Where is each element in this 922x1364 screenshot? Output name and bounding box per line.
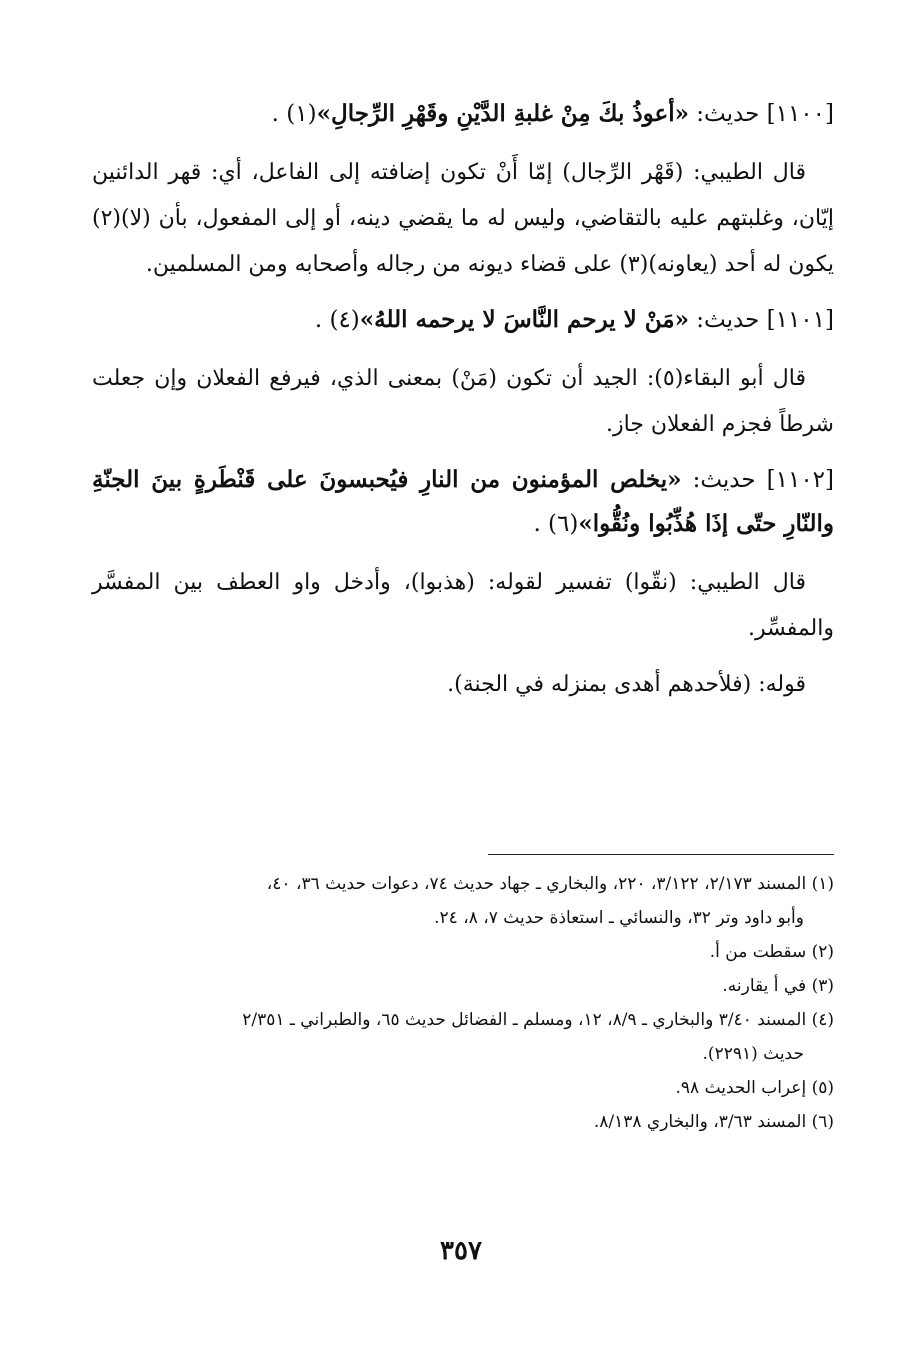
commentary-paragraph: قال الطيبي: (نقّوا) تفسير لقوله: (هذبوا)، وأدخل واو العطف بين المفسَّر والمفسِّر.	[92, 570, 834, 641]
footnote-ref: (٤) .	[314, 307, 360, 333]
footnote-4-continued: حديث (٢٢٩١).	[702, 1044, 804, 1064]
hadith-text: «مَنْ لا يرحم النَّاسَ لا يرحمه اللهُ»	[359, 306, 689, 333]
footnote-5: (٥) إعراب الحديث ٩٨.	[675, 1078, 834, 1098]
hadith-number: [١١٠٢] حديث:	[681, 467, 835, 493]
hadith-number: [١١٠١] حديث:	[688, 307, 834, 333]
commentary-paragraph: قوله: (فلأحدهم أهدى بمنزله في الجنة).	[447, 672, 806, 697]
hadith-entry-1101	[92, 298, 834, 342]
commentary-paragraph: قال أبو البقاء(٥): الجيد أن تكون (مَنْ) بمعنى الذي، فيرفع الفعلان وإن جعلت شرطاً فجزم الفعلان جاز.	[92, 366, 834, 437]
footnote-1: (١) المسند ٢/١٧٣، ٣/١٢٢، ٢٢٠، والبخاري ـ جهاد حديث ٧٤، دعوات حديث ٣٦، ٤٠،	[266, 874, 834, 894]
footnote-6: (٦) المسند ٣/٦٣، والبخاري ٨/١٣٨.	[593, 1112, 834, 1132]
footnote-1-continued: وأبو داود وتر ٣٢، والنسائي ـ استعاذة حديث ٧، ٨، ٢٤.	[434, 908, 804, 928]
hadith-entry-1102	[92, 458, 834, 546]
footnote-divider	[488, 854, 834, 855]
footnotes	[92, 867, 834, 1139]
hadith-entry-1100	[92, 92, 834, 136]
hadith-text: «يخلص المؤمنون من النارِ فيُحبسونَ على قَنْطَرةٍ بينَ الجنّةِ والنّارِ حتّى إذَا هُذِّبُوا ونُقُّوا»	[92, 466, 834, 537]
hadith-number: [١١٠٠] حديث:	[688, 101, 834, 127]
footnote-ref: (٦) .	[533, 511, 579, 537]
footnote-2: (٢) سقطت من أ.	[709, 942, 834, 962]
footnote-ref: (١) .	[271, 101, 317, 127]
spacer	[92, 718, 834, 854]
footnote-3: (٣) في أ يقارنه.	[722, 976, 834, 996]
page-number: ٣٥٧	[440, 1236, 482, 1266]
footnote-4: (٤) المسند ٣/٤٠ والبخاري ـ ٨/٩، ١٢، ومسلم ـ الفضائل حديث ٦٥، والطبراني ـ ٢/٣٥١	[242, 1010, 834, 1030]
hadith-text: «أعوذُ بكَ مِنْ غلبةِ الدَّيْنِ وقَهْرِ الرِّجالِ»	[316, 100, 689, 127]
commentary-paragraph: قال الطيبي: (قَهْر الرِّجال) إمّا أَنْ تكون إضافته إلى الفاعل، أي: قهر الدائنين إيّان، وغلبتهم عليه بالتقاضي، وليس له ما يقضي دينه، أو إلى المفعول، بأن (لا)(٢) يكون له أحد (يعاونه)(٣) على قضاء ديونه من رجاله وأصحابه ومن المسلمين.	[92, 160, 834, 277]
